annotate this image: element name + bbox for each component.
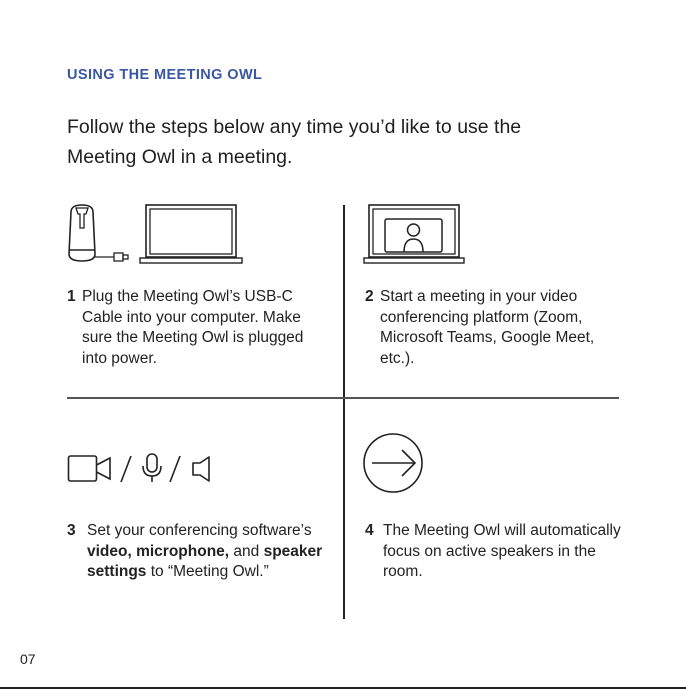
step-number: 2 bbox=[365, 288, 374, 305]
step-number: 4 bbox=[365, 522, 374, 539]
arrow-circle-right-icon bbox=[362, 432, 424, 494]
bold-speaker-settings: speaker settings bbox=[87, 542, 323, 580]
step-3 bbox=[67, 521, 337, 583]
bold-video-microphone: video, microphone, bbox=[87, 542, 230, 560]
step-1 bbox=[67, 287, 332, 369]
step-number: 1 bbox=[67, 288, 76, 305]
section-title: USING THE MEETING OWL bbox=[67, 67, 263, 83]
separator-slash-icon bbox=[118, 454, 134, 484]
laptop-video-call-icon bbox=[363, 203, 465, 265]
step-text: Start a meeting in your video conferencing platform (Zoom, Microsoft Teams, Google Meet, etc.). bbox=[380, 288, 595, 367]
step-text: The Meeting Owl will automatically focus on active speakers in the room. bbox=[383, 522, 621, 580]
intro-text: Follow the steps below any time you’d like to use the Meeting Owl in a meeting. bbox=[67, 116, 522, 168]
step-text: Plug the Meeting Owl’s USB-C Cable into your computer. Make sure the Meeting Owl is plugged into power. bbox=[82, 288, 304, 367]
vertical-divider bbox=[343, 205, 345, 619]
step-4 bbox=[365, 521, 625, 583]
page-number: 07 bbox=[20, 651, 36, 667]
speaker-icon bbox=[191, 454, 213, 484]
separator-slash-icon bbox=[167, 454, 183, 484]
step-text: Set your conferencing software’s video, microphone, and speaker settings to “Meeting Owl.” bbox=[87, 522, 323, 580]
microphone-icon bbox=[141, 452, 163, 484]
step-2 bbox=[365, 287, 625, 369]
horizontal-divider bbox=[67, 397, 619, 399]
step-number: 3 bbox=[67, 522, 76, 539]
usb-c-cable-icon bbox=[94, 250, 134, 264]
laptop-icon bbox=[139, 203, 243, 265]
video-camera-icon bbox=[67, 454, 113, 484]
